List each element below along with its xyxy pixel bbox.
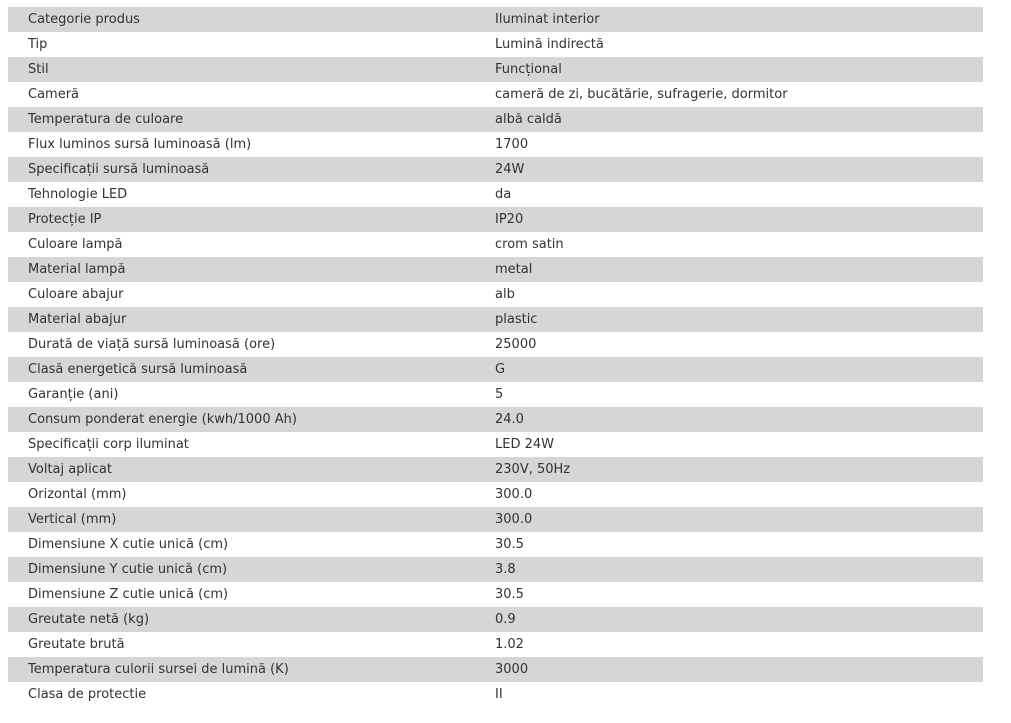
spec-label: Tehnologie LED: [8, 182, 475, 207]
spec-label: Greutate netă (kg): [8, 607, 475, 632]
spec-row: [8, 457, 983, 482]
spec-label: Clasă energetică sursă luminoasă: [8, 357, 475, 382]
spec-row: [8, 482, 983, 507]
spec-label: Consum ponderat energie (kwh/1000 Ah): [8, 407, 475, 432]
spec-label: Material abajur: [8, 307, 475, 332]
spec-label: Material lampă: [8, 257, 475, 282]
spec-label: Cameră: [8, 82, 475, 107]
spec-value: alb: [475, 282, 983, 307]
spec-row: [8, 257, 983, 282]
spec-row: [8, 682, 983, 707]
spec-label: Vertical (mm): [8, 507, 475, 532]
spec-row: [8, 107, 983, 132]
spec-row: [8, 307, 983, 332]
spec-row: [8, 232, 983, 257]
spec-value: Lumină indirectă: [475, 32, 983, 57]
spec-label: Specificații corp iluminat: [8, 432, 475, 457]
spec-value: 300.0: [475, 482, 983, 507]
spec-value: 5: [475, 382, 983, 407]
spec-row: [8, 407, 983, 432]
spec-value: metal: [475, 257, 983, 282]
spec-value: crom satin: [475, 232, 983, 257]
spec-row: [8, 32, 983, 57]
spec-row: [8, 582, 983, 607]
spec-row: [8, 532, 983, 557]
spec-row: [8, 382, 983, 407]
spec-row: [8, 207, 983, 232]
spec-label: Tip: [8, 32, 475, 57]
spec-label: Dimensiune Z cutie unică (cm): [8, 582, 475, 607]
spec-label: Clasa de protectie: [8, 682, 475, 707]
spec-value: 0.9: [475, 607, 983, 632]
spec-row: [8, 82, 983, 107]
spec-value: cameră de zi, bucătărie, sufragerie, dormitor: [475, 82, 983, 107]
spec-row: [8, 432, 983, 457]
spec-row: [8, 657, 983, 682]
spec-label: Dimensiune Y cutie unică (cm): [8, 557, 475, 582]
spec-label: Protecție IP: [8, 207, 475, 232]
spec-label: Dimensiune X cutie unică (cm): [8, 532, 475, 557]
spec-value: 1.02: [475, 632, 983, 657]
spec-value: 1700: [475, 132, 983, 157]
spec-value: albă caldă: [475, 107, 983, 132]
spec-row: [8, 57, 983, 82]
spec-value: 230V, 50Hz: [475, 457, 983, 482]
spec-label: Flux luminos sursă luminoasă (lm): [8, 132, 475, 157]
spec-label: Durată de viață sursă luminoasă (ore): [8, 332, 475, 357]
spec-value: LED 24W: [475, 432, 983, 457]
spec-row: [8, 332, 983, 357]
spec-label: Specificații sursă luminoasă: [8, 157, 475, 182]
spec-label: Categorie produs: [8, 7, 475, 32]
spec-value: Iluminat interior: [475, 7, 983, 32]
spec-value: 3000: [475, 657, 983, 682]
spec-row: [8, 632, 983, 657]
spec-value: 300.0: [475, 507, 983, 532]
spec-row: [8, 557, 983, 582]
spec-label: Greutate brută: [8, 632, 475, 657]
spec-value: 30.5: [475, 582, 983, 607]
spec-row: [8, 507, 983, 532]
spec-row: [8, 132, 983, 157]
specifications-body: [8, 7, 983, 707]
spec-label: Temperatura de culoare: [8, 107, 475, 132]
spec-row: [8, 7, 983, 32]
spec-row: [8, 182, 983, 207]
spec-value: Funcțional: [475, 57, 983, 82]
spec-value: 30.5: [475, 532, 983, 557]
spec-label: Culoare lampă: [8, 232, 475, 257]
spec-value: plastic: [475, 307, 983, 332]
spec-label: Temperatura culorii sursei de lumină (K): [8, 657, 475, 682]
spec-label: Garanție (ani): [8, 382, 475, 407]
spec-row: [8, 607, 983, 632]
spec-value: II: [475, 682, 983, 707]
spec-value: da: [475, 182, 983, 207]
spec-label: Voltaj aplicat: [8, 457, 475, 482]
spec-value: 3.8: [475, 557, 983, 582]
spec-row: [8, 357, 983, 382]
spec-label: Orizontal (mm): [8, 482, 475, 507]
spec-value: 24W: [475, 157, 983, 182]
spec-value: 25000: [475, 332, 983, 357]
spec-row: [8, 157, 983, 182]
spec-value: 24.0: [475, 407, 983, 432]
spec-value: IP20: [475, 207, 983, 232]
product-specifications-table: [8, 7, 983, 707]
spec-row: [8, 282, 983, 307]
spec-value: G: [475, 357, 983, 382]
spec-label: Culoare abajur: [8, 282, 475, 307]
spec-label: Stil: [8, 57, 475, 82]
